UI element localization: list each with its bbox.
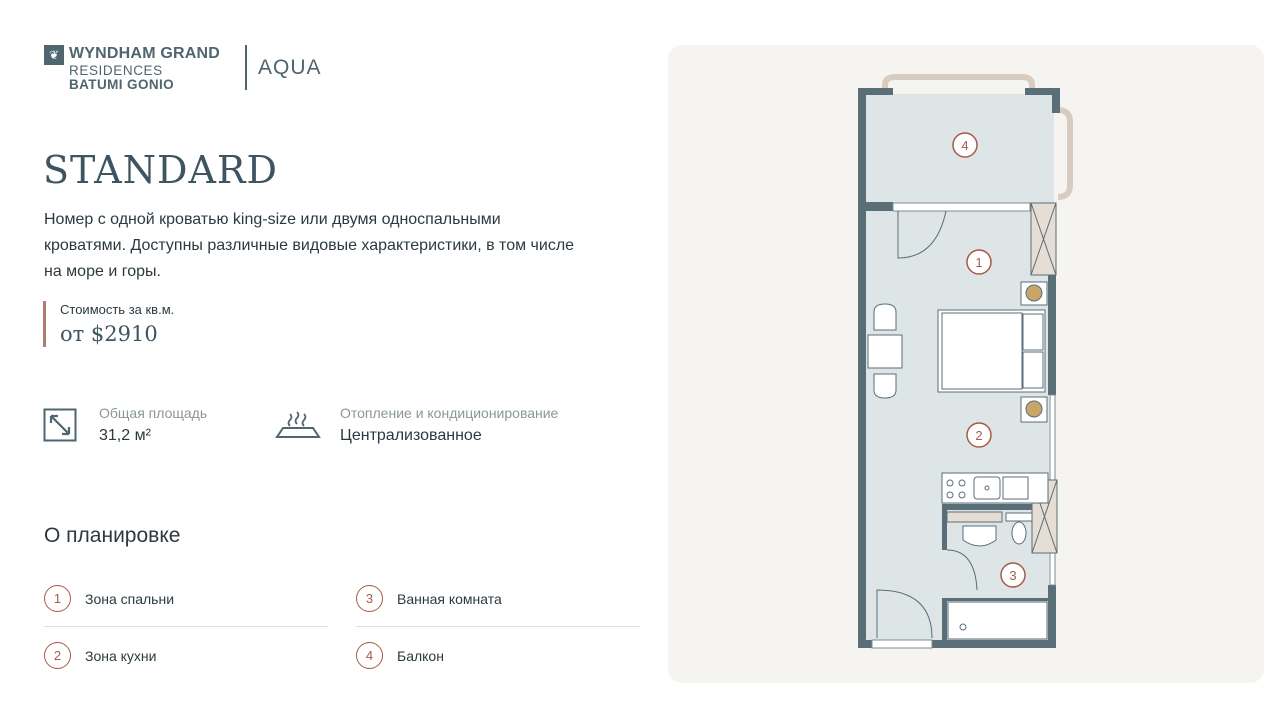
- zone-label: Ванная комната: [397, 590, 502, 607]
- logo-icon: ❦: [44, 45, 64, 65]
- logo-location: BATUMI GONIO: [69, 77, 175, 92]
- zone-marker-3: 3: [1009, 568, 1017, 583]
- zone-marker-4: 4: [961, 138, 969, 153]
- price-label: Стоимость за кв.м.: [60, 302, 175, 317]
- balcony-railing: [1058, 110, 1070, 197]
- area-value: 31,2 м²: [99, 427, 151, 444]
- zone-number: 2: [44, 642, 71, 669]
- balcony-railing: [885, 77, 1032, 92]
- logo-brand: WYNDHAM GRAND: [69, 45, 221, 62]
- zone-label: Зона кухни: [85, 647, 157, 664]
- layout-heading: О планировке: [44, 524, 181, 547]
- zone-number: 3: [356, 585, 383, 612]
- price-value: от $2910: [60, 322, 158, 346]
- zone-number: 1: [44, 585, 71, 612]
- zone-label: Зона спальни: [85, 590, 175, 607]
- project-name: AQUA: [258, 56, 322, 79]
- zone-marker-1: 1: [975, 255, 983, 270]
- logo-residences: RESIDENCES: [69, 63, 163, 78]
- kitchen-counter: [942, 473, 1048, 503]
- description: Номер с одной кроватью king-size или двумя односпальными кроватями. Доступны различные видовые характеристики, в том числе на море и горы.: [44, 211, 575, 280]
- page-title: STANDARD: [43, 148, 278, 192]
- heating-value: Централизованное: [340, 427, 482, 444]
- zone-number: 4: [356, 642, 383, 669]
- zone-label: Балкон: [397, 647, 444, 664]
- heating-label: Отопление и кондиционирование: [340, 405, 559, 421]
- bed: [938, 310, 1045, 392]
- area-label: Общая площадь: [99, 405, 208, 421]
- zone-marker-2: 2: [975, 428, 983, 443]
